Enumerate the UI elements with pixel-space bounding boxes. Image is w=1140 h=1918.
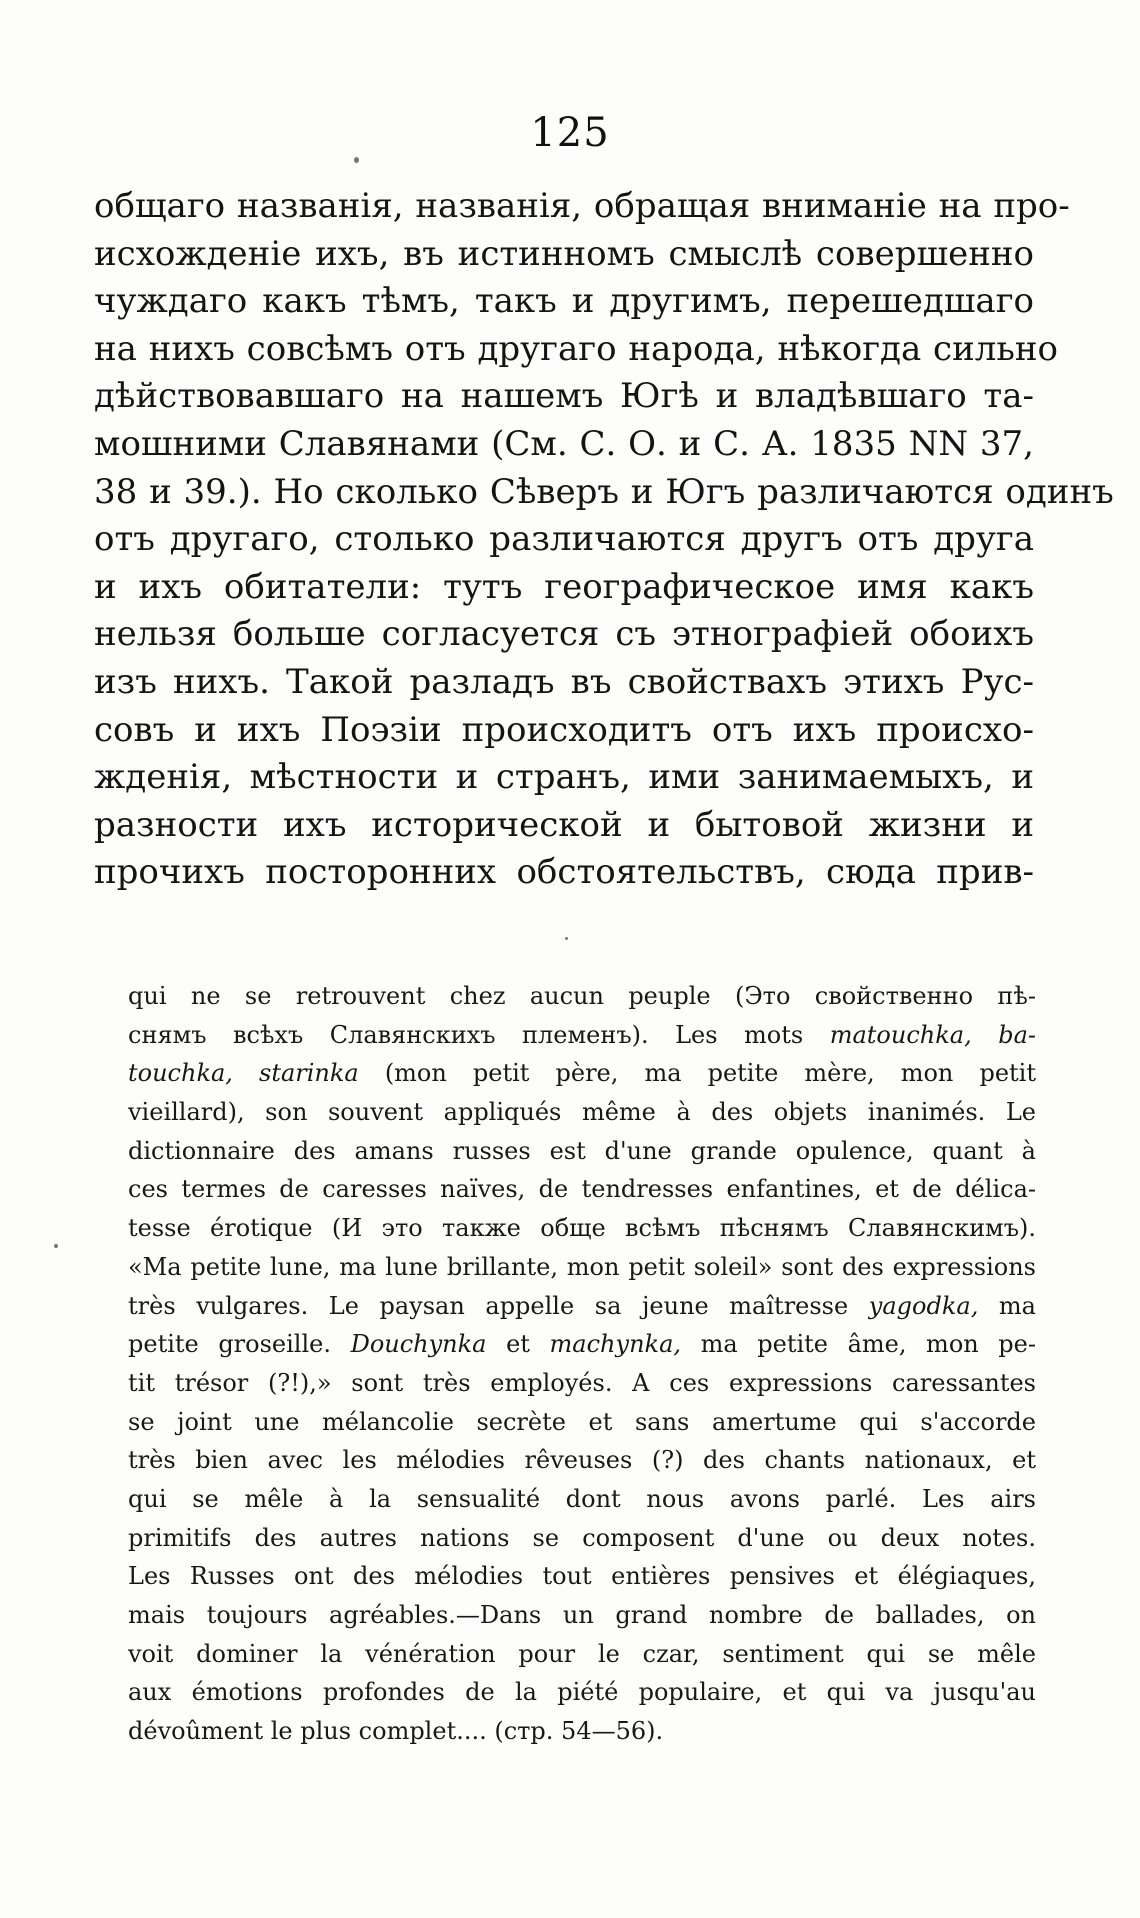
footnote-text: primitifs des autres nations se composent d'une ou deux notes. bbox=[128, 1523, 1036, 1552]
footnote-text: mais toujours agréables.—Dans un grand nombre de ballades, on bbox=[128, 1601, 1036, 1629]
footnote-italic: yagodka, bbox=[868, 1291, 979, 1320]
footnote bbox=[128, 977, 1036, 1751]
footnote-text: petite groseille. bbox=[128, 1330, 331, 1359]
main-text-line: мошними Славянами (См. С. О. и С. А. 1835 NN 37, bbox=[94, 423, 1034, 464]
scan-speck bbox=[565, 937, 568, 940]
main-text-line: исхожденіе ихъ, въ истинномъ смыслѣ совершенно bbox=[94, 233, 1034, 274]
footnote-text: qui ne se retrouvent chez aucun peuple (Это свойственно пѣ- bbox=[128, 982, 1036, 1010]
main-text-line: нельзя больше согласуется съ этнографіей обоихъ bbox=[94, 614, 1034, 655]
footnote-line bbox=[128, 1209, 1036, 1248]
footnote-line bbox=[128, 1480, 1036, 1519]
main-text-line: дѣйствовавшаго на нашемъ Югѣ и владѣвшаго та- bbox=[94, 376, 1034, 417]
footnote-text: dictionnaire des amans russes est d'une grande opulence, quant à bbox=[128, 1136, 1036, 1165]
footnote-italic: touchka, starinka bbox=[128, 1059, 359, 1088]
footnote-text: tesse érotique (И это также обще всѣмъ пѣснямъ Славянскимъ). bbox=[128, 1214, 1036, 1243]
footnote-line bbox=[128, 1248, 1036, 1287]
footnote-line bbox=[128, 1673, 1036, 1712]
footnote-line bbox=[128, 1016, 1036, 1055]
main-text-line: совъ и ихъ Поэзіи происходитъ отъ ихъ происхо- bbox=[94, 709, 1034, 750]
main-text-line: и ихъ обитатели: тутъ географическое имя какъ bbox=[94, 566, 1034, 607]
footnote-text: et bbox=[506, 1330, 530, 1359]
main-text-line: 38 и 39.). Но сколько Сѣверъ и Югъ различаются одинъ bbox=[94, 471, 1114, 512]
footnote-text: très bien avec les mélodies rêveuses (?) des chants nationaux, et bbox=[128, 1446, 1036, 1475]
footnote-text: Les Russes ont des mélodies tout entières pensives et élégiaques, bbox=[128, 1562, 1036, 1591]
footnote-line bbox=[128, 1557, 1036, 1596]
footnote-line bbox=[128, 1364, 1036, 1403]
footnote-italic: machynka, bbox=[549, 1330, 682, 1359]
main-text-line: прочихъ посторонних обстоятельствъ, сюда прив- bbox=[94, 852, 1034, 893]
footnote-line bbox=[128, 1596, 1036, 1635]
footnote-line bbox=[128, 1441, 1036, 1480]
footnote-text: ma bbox=[998, 1291, 1036, 1320]
footnote-italic: matouchka, ba- bbox=[829, 1020, 1036, 1049]
footnote-line bbox=[128, 1712, 1036, 1751]
footnote-text: très vulgares. Le paysan appelle sa jeune maîtresse bbox=[128, 1291, 849, 1320]
footnote-text: ma petite âme, mon pe- bbox=[700, 1330, 1036, 1359]
footnote-line bbox=[128, 1287, 1036, 1326]
footnote-line bbox=[128, 1132, 1036, 1171]
footnote-text: dévoûment le plus complet.... (стр. 54—56). bbox=[128, 1717, 664, 1746]
footnote-text: qui se mêle à la sensualité dont nous avons parlé. Les airs bbox=[128, 1484, 1036, 1513]
footnote-line bbox=[128, 1519, 1036, 1558]
scan-speck bbox=[54, 1244, 58, 1248]
main-text-line: чуждаго какъ тѣмъ, такъ и другимъ, перешедшаго bbox=[94, 281, 1034, 322]
footnote-line bbox=[128, 1054, 1036, 1093]
footnote-text: (mon petit père, ma petite mère, mon petit bbox=[384, 1059, 1036, 1088]
footnote-text: aux émotions profondes de la piété populaire, et qui va jusqu'au bbox=[128, 1678, 1036, 1707]
main-text-line: общаго названія, названія, обращая вниманіе на про- bbox=[94, 186, 1070, 226]
footnote-line bbox=[128, 1170, 1036, 1209]
footnote-text: vieillard), son souvent appliqués même à des objets inanimés. Le bbox=[128, 1098, 1036, 1127]
main-text-line: отъ другаго, столько различаются другъ отъ друга bbox=[94, 519, 1034, 560]
footnote-italic: Douchynka bbox=[350, 1330, 487, 1359]
footnote-line bbox=[128, 1093, 1036, 1132]
main-text-line: жденія, мѣстности и странъ, ими занимаемыхъ, и bbox=[94, 757, 1034, 798]
main-text-line: разности ихъ исторической и бытовой жизни и bbox=[94, 804, 1034, 845]
footnote-line bbox=[128, 1635, 1036, 1674]
footnote-text: tit trésor (?!),» sont très employés. A ces expressions caressantes bbox=[128, 1368, 1036, 1397]
footnote-text: se joint une mélancolie secrète et sans amertume qui s'accorde bbox=[128, 1407, 1036, 1436]
footnote-line bbox=[128, 1325, 1036, 1364]
footnote-line bbox=[128, 977, 1036, 1016]
footnote-text: ces termes de caresses naïves, de tendresses enfantines, et de délica- bbox=[128, 1175, 1036, 1204]
main-text-line: изъ нихъ. Такой разладъ въ свойствахъ этихъ Рус- bbox=[94, 661, 1034, 702]
footnote-text: «Ma petite lune, ma lune brillante, mon petit soleil» sont des expressions bbox=[128, 1252, 1036, 1281]
main-text-line: на нихъ совсѣмъ отъ другаго народа, нѣкогда сильно bbox=[94, 328, 1058, 369]
scan-speck bbox=[354, 157, 359, 163]
footnote-text: voit dominer la vénération pour le czar, sentiment qui se mêle bbox=[128, 1639, 1036, 1668]
page-number: 125 bbox=[530, 110, 610, 156]
footnote-text: снямъ всѣхъ Славянскихъ племенъ). Les mots bbox=[128, 1020, 804, 1049]
main-text bbox=[94, 183, 1114, 897]
footnote-line bbox=[128, 1403, 1036, 1442]
